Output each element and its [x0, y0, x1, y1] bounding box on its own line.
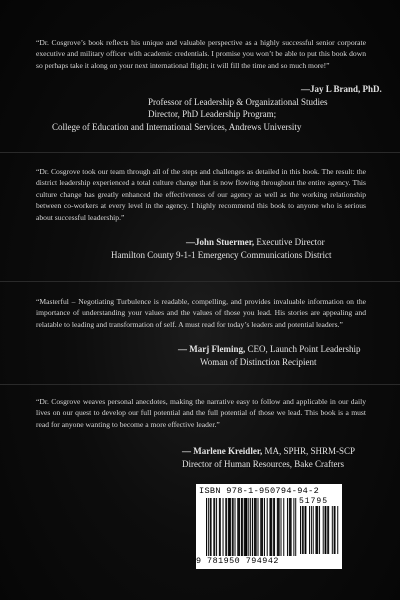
- barcode-bar: [216, 498, 217, 556]
- attribution-line: Director, PhD Leadership Program;: [148, 109, 277, 120]
- isbn-label: ISBN 978-1-950794-94-2: [199, 486, 320, 496]
- barcode-bar: [239, 498, 240, 556]
- barcode-bar: [309, 506, 310, 554]
- attribution-name: — Marlene Kreidler,: [182, 446, 263, 456]
- attribution-name: —Jay L Brand, PhD.: [301, 84, 382, 94]
- barcode-bar: [273, 498, 274, 556]
- barcode-bar: [233, 498, 234, 556]
- barcode-digits: 9 781950 794942: [196, 556, 279, 566]
- attribution-line: College of Education and International Services, Andrews University: [52, 122, 302, 132]
- barcode-bar: [229, 498, 230, 556]
- barcode-bar: [311, 506, 312, 554]
- barcode-bar: [248, 498, 249, 556]
- barcode-bar: [256, 498, 257, 556]
- barcode-bar: [223, 498, 224, 556]
- barcode-bar: [245, 498, 246, 556]
- barcode-bar: [246, 498, 247, 556]
- barcode-bar: [315, 506, 316, 554]
- barcode-bar: [300, 506, 301, 554]
- barcode-bar: [271, 498, 272, 556]
- barcode-bar: [269, 498, 270, 556]
- barcode-bar: [277, 498, 278, 556]
- attribution-name: —John Stuermer,: [186, 237, 255, 247]
- barcode-bar: [208, 498, 209, 556]
- barcode-bar: [279, 498, 280, 556]
- attribution-fleming: [178, 343, 360, 356]
- attribution-line: Professor of Leadership & Organizational Studies: [148, 96, 328, 107]
- barcode-bar: [290, 498, 291, 556]
- barcode-bar: [335, 506, 336, 554]
- barcode-bar: [295, 498, 296, 556]
- barcode-bar: [211, 498, 212, 556]
- barcode-addon-digits: 51795: [299, 497, 329, 506]
- testimonial-quote-stuermer: “Dr. Cosgrove took our team through all of the steps and challenges as detailed in this book. The result: the district leadership experienced a total culture change that is now flowing throughout the entire agency. This culture change has greatly enhanced the effectiveness of our agency as well as the working relationship between co-workers at every level in the agency. I highly recommend this book to anyone who is serious about successful leadership.”: [36, 167, 366, 222]
- barcode-bar: [219, 498, 220, 556]
- barcode-bar: [332, 506, 333, 554]
- divider: [0, 384, 400, 385]
- barcode-bar: [225, 498, 226, 556]
- barcode-bar: [303, 506, 304, 554]
- barcode-bar: [213, 498, 214, 556]
- barcode-bar: [244, 498, 245, 556]
- barcode-bar: [241, 498, 242, 556]
- barcode-bar: [246, 498, 247, 556]
- barcode-bar: [293, 498, 294, 556]
- barcode-bar: [283, 498, 284, 556]
- barcode-bar: [252, 498, 253, 556]
- barcode-bar: [254, 498, 255, 556]
- testimonial-quote-brand: “Dr. Cosgrove’s book reflects his unique and valuable perspective as a highly successful senior corporate executive and military officer with academic credentials. I promise you won’t be able to put this book down so perhaps take it along on your next international flight; it will fill the time and so much more!”: [36, 38, 366, 70]
- attribution-title: CEO, Launch Point Leadership: [245, 344, 361, 354]
- barcode-bar: [325, 506, 326, 554]
- barcode-bar: [262, 498, 263, 556]
- isbn-barcode: [196, 484, 342, 569]
- attribution-stuermer: [186, 236, 325, 249]
- barcode-bars-main: [206, 498, 298, 558]
- barcode-bar: [238, 498, 239, 556]
- testimonial-quote-kreidler: “Dr. Cosgrove weaves personal anecdotes, making the narrative easy to follow and applicable in our daily lives on our quest to develop our full potential and the full potential of those we lead. This book is a must read for anyone wanting to become a more effective leader.”: [36, 397, 366, 429]
- barcode-bar: [274, 498, 275, 556]
- barcode-bar: [267, 498, 268, 556]
- testimonial-quote-fleming: “Masterful – Negotiating Turbulence is readable, compelling, and provides invaluable information on the importance of understanding your values and the values of those you lead. His stories are appealing and relatable to leading and transformation of self. A must read for today’s leaders and potential leaders.”: [36, 297, 366, 329]
- attribution-line: Hamilton County 9-1-1 Emergency Communications District: [111, 250, 332, 260]
- barcode-bar: [270, 498, 271, 556]
- barcode-bar: [255, 498, 256, 556]
- barcode-bar: [323, 506, 324, 554]
- barcode-bar: [305, 506, 306, 554]
- barcode-bar: [313, 506, 314, 554]
- barcode-bar: [305, 506, 306, 554]
- divider: [0, 281, 400, 282]
- barcode-bar: [220, 498, 221, 556]
- barcode-bar: [235, 498, 236, 556]
- barcode-bar: [210, 498, 211, 556]
- barcode-bar: [287, 498, 288, 556]
- divider: [0, 152, 400, 153]
- barcode-bar: [260, 498, 261, 556]
- barcode-bar: [230, 498, 231, 556]
- barcode-bar: [302, 506, 303, 554]
- barcode-bar: [206, 498, 207, 556]
- barcode-bar: [250, 498, 251, 556]
- barcode-bar: [232, 498, 233, 556]
- barcode-bar: [325, 506, 326, 554]
- barcode-bar: [319, 506, 320, 554]
- attribution-name: — Marj Fleming,: [178, 344, 246, 354]
- attribution-line: Woman of Distinction Recipient: [200, 357, 317, 367]
- barcode-bar: [228, 498, 229, 556]
- barcode-bar: [226, 498, 227, 556]
- barcode-bar: [291, 498, 292, 556]
- attribution-title: Executive Director: [254, 237, 325, 247]
- barcode-bar: [214, 498, 215, 556]
- barcode-bar: [242, 498, 243, 556]
- barcode-bars-addon: [300, 506, 340, 558]
- attribution-brand: [148, 83, 382, 121]
- barcode-bar: [328, 506, 329, 554]
- barcode-bar: [258, 498, 259, 556]
- barcode-bar: [334, 506, 335, 554]
- barcode-bar: [327, 506, 328, 554]
- barcode-bar: [289, 498, 290, 556]
- attribution-line: Director of Human Resources, Bake Crafters: [182, 459, 344, 469]
- barcode-bar: [264, 498, 265, 556]
- barcode-bar: [237, 498, 238, 556]
- barcode-bar: [337, 506, 338, 554]
- barcode-bar: [317, 506, 318, 554]
- attribution-kreidler: [182, 445, 355, 458]
- barcode-bar: [316, 506, 317, 554]
- barcode-bar: [261, 498, 262, 556]
- barcode-bar: [281, 498, 282, 556]
- attribution-title: MA, SPHR, SHRM-SCP: [262, 446, 356, 456]
- barcode-bar: [278, 498, 279, 556]
